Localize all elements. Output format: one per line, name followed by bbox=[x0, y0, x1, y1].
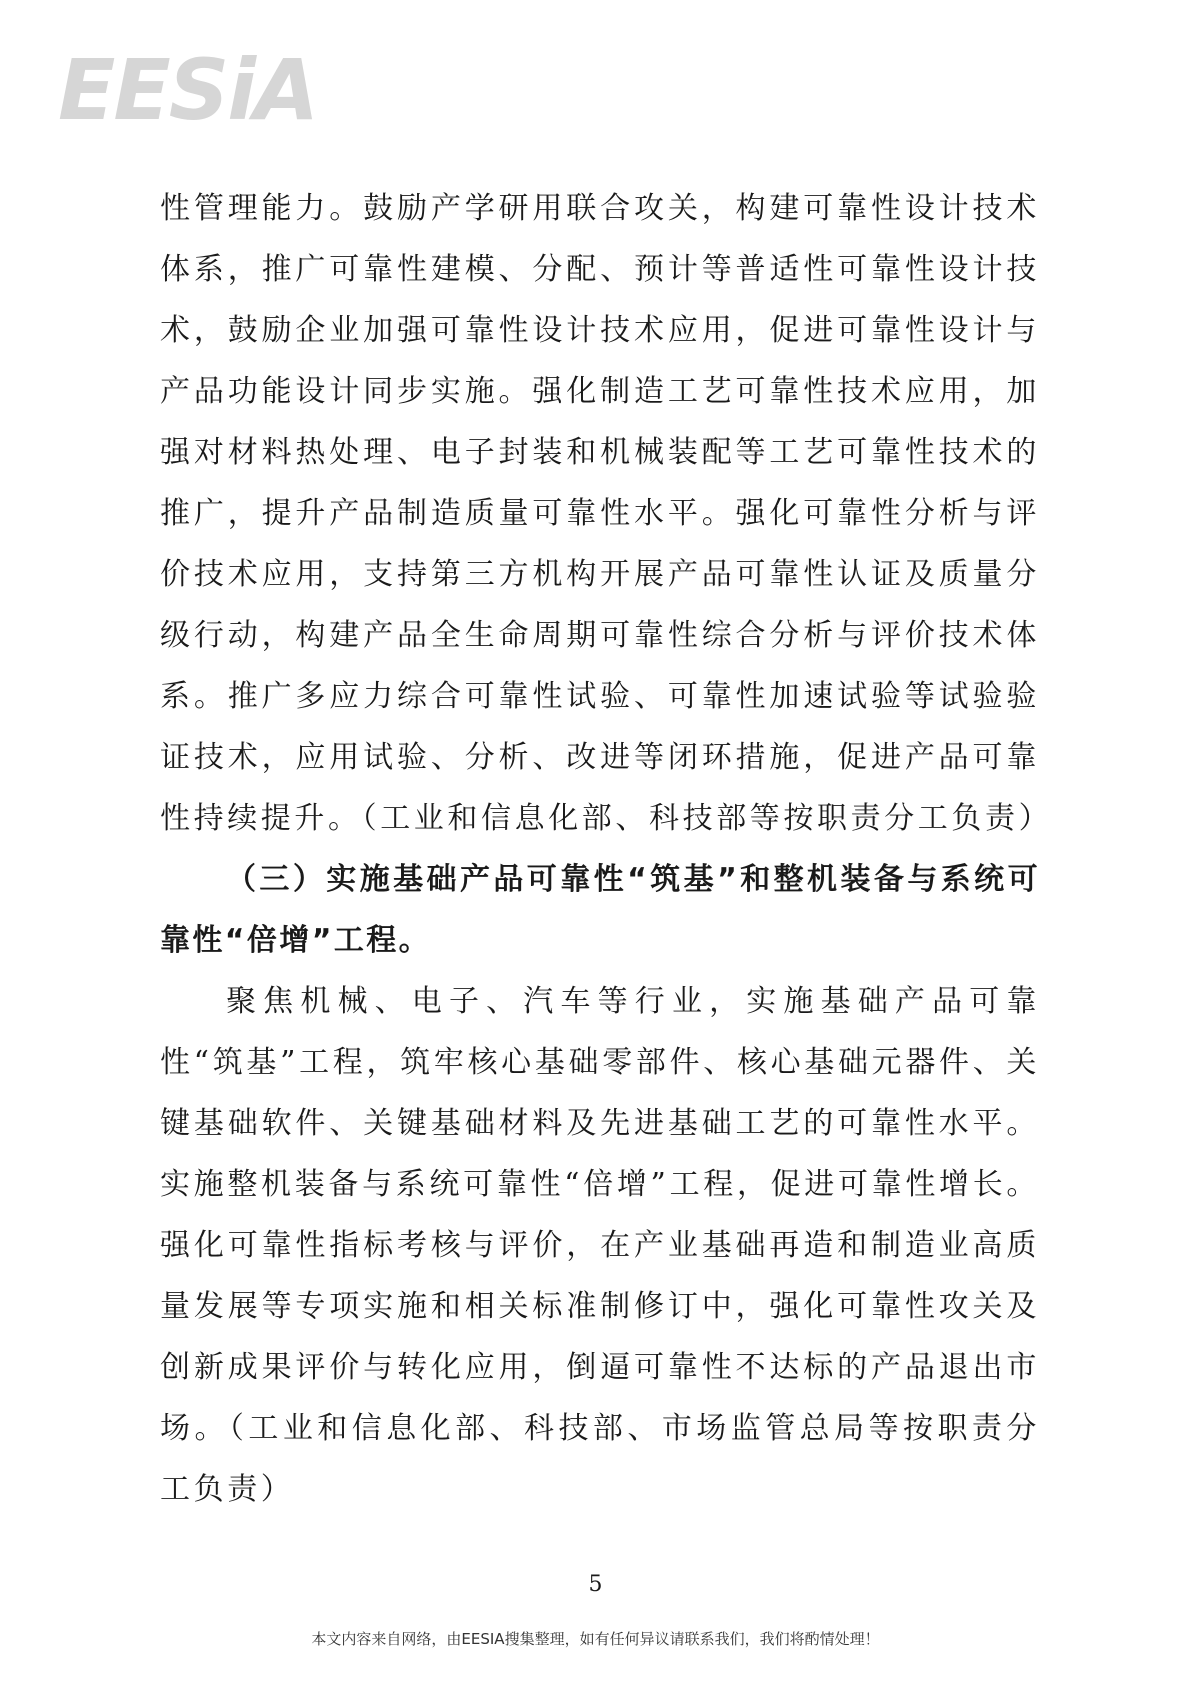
footer-disclaimer: 本文内容来自网络，由EESIA搜集整理，如有任何异议请联系我们，我们将酌情处理！ bbox=[311, 1630, 880, 1648]
eesia-logo: EESiA bbox=[58, 41, 318, 139]
document-body bbox=[160, 178, 1053, 1520]
body-paragraph-continued: 性管理能力。鼓励产学研用联合攻关，构建可靠性设计技术体系，推广可靠性建模、分配、预计等普适性可靠性设计技术，鼓励企业加强可靠性设计技术应用，促进可靠性设计与产品功能设计同步实施。强化制造工艺可靠性技术应用，加强对材料热处理、电子封装和机械装配等工艺可靠性技术的推广，提升产品制造质量可靠性水平。强化可靠性分析与评价技术应用，支持第三方机构开展产品可靠性认证及质量分级行动，构建产品全生命周期可靠性综合分析与评价技术体系。推广多应力综合可靠性试验、可靠性加速试验等试验验证技术，应用试验、分析、改进等闭环措施，促进产品可靠性持续提升。（工业和信息化部、科技部等按职责分工负责） bbox=[160, 191, 1053, 836]
body-paragraph-section-3: 聚焦机械、电子、汽车等行业，实施基础产品可靠性“筑基”工程，筑牢核心基础零部件、核心基础元器件、关键基础软件、关键基础材料及先进基础工艺的可靠性水平。实施整机装备与系统可靠性“倍增”工程，促进可靠性增长。强化可靠性指标考核与评价，在产业基础再造和制造业高质量发展等专项实施和相关标准制修订中，强化可靠性攻关及创新成果评价与转化应用，倒逼可靠性不达标的产品退出市场。（工业和信息化部、科技部、市场监管总局等按职责分工负责） bbox=[160, 984, 1040, 1507]
section-heading-3: （三）实施基础产品可靠性“筑基”和整机装备与系统可靠性“倍增”工程。 bbox=[160, 862, 1040, 958]
page-number: 5 bbox=[588, 1572, 603, 1597]
